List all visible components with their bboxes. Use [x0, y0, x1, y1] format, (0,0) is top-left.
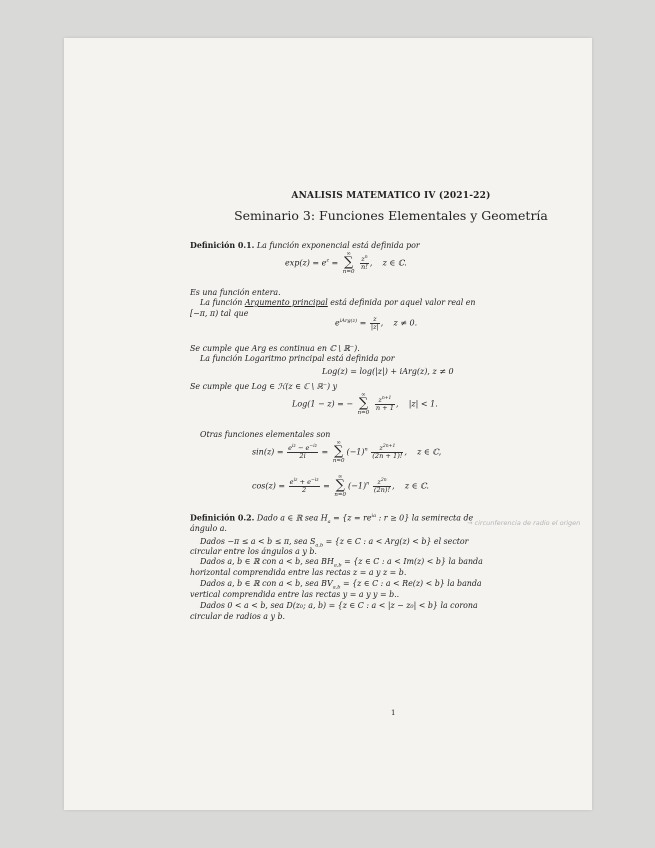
def2-label: Definición 0.2. — [190, 513, 255, 523]
vertical-band-definition: Dados a, b ∈ ℝ con a < b, sea $BV_{a,b} = \{z$ ∈ C : a < Re(z) < b} la banda — [200, 579, 482, 591]
vertical-band-description: vertical comprendida entre las rectas y = a y y = b.. — [190, 590, 400, 599]
argumento-principal-link: Argumento principal — [244, 298, 328, 307]
ring-definition: Dados 0 < a < b, sea D(z₀; a, b) = {z ∈ C : a < |z − z₀| < b} la corona — [200, 601, 478, 610]
equation-log-series: Log(1 − z) = − ∞ ∑ n=0 $\frac{z^{n+1}}{n + 1}$ , |z| < 1. — [292, 392, 438, 416]
arg-definition: La función Argumento principal está definida por aquel valor real en — [200, 298, 476, 307]
page-number: 1 — [391, 709, 396, 717]
ring-description: circular de radios a y b. — [190, 612, 286, 621]
log-intro: La función Logaritmo principal está definida por — [200, 354, 395, 363]
seminar-title: Seminario 3: Funciones Elementales y Geometría — [234, 208, 548, 223]
def2-intro: Definición 0.2. Dado a ∈ ℝ sea $H_a = \{z = re^{ia}$ : r ≥ 0} la semirecta de — [190, 513, 474, 526]
equation-cos: cos(z) = $\frac{e^{iz} + e^{-iz}}{2}$ = ∞ ∑ n=0 $(-1)^n$ $\frac{z^{2n}}{(2n)!}$ , z ∈ ℂ. — [252, 474, 429, 498]
other-functions-intro: Otras funciones elementales son — [200, 430, 331, 439]
equation-arg: $e^{iArg(z)}$ = $\frac{z}{|z|}$ , z ≠ 0. — [335, 315, 418, 331]
paper-sheet — [64, 38, 592, 810]
horizontal-band-definition: Dados a, b ∈ ℝ con a < b, sea $BH_{a,b} = \{z$ ∈ C : a < Im(z) < b} la banda — [200, 557, 483, 569]
arg-continuity: Se cumple que Arg es continua en ℂ \ ℝ⁻). — [190, 344, 360, 353]
equation-log: Log(z) = log(|z|) + iArg(z), z ≠ 0 — [322, 367, 454, 376]
equation-sin: sin(z) = $\frac{e^{iz} - e^{-iz}}{2i}$ = ∞ ∑ n=0 $(-1)^n$ $\frac{z^{2n+1}}{(2n + 1)!}$ , z ∈ ℂ, — [252, 440, 442, 464]
equation-exp: $\exp(z) = e^z$ = ∞ ∑ n=0 $\frac{z^n}{n!}$ , z ∈ ℂ. — [285, 251, 407, 275]
entire-note: Es una función entera. — [190, 288, 281, 297]
horizontal-band-description: horizontal comprendida entre las rectas z = a y z = b. — [190, 568, 407, 577]
sector-description: circular entre los ángulos a y b. — [190, 547, 317, 556]
course-title: ANALISIS MATEMATICO IV (2021-22) — [291, 191, 491, 201]
log-holomorphic: Se cumple que Log ∈ ℋ(z ∈ ℂ \ ℝ⁻) y — [190, 382, 338, 391]
arg-interval: [−π, π) tal que — [190, 309, 249, 318]
def2-angle: ángulo a. — [190, 524, 227, 533]
def1-label: Definición 0.1. — [190, 241, 255, 250]
def1-intro: Definición 0.1. La función exponencial está definida por — [190, 241, 420, 250]
handwritten-note: → circunferencia de radio el origen — [467, 519, 581, 527]
sector-definition: Dados −π ≤ a < b ≤ π, sea $S_{a,b} = \{z$ ∈ C : a < Arg(z) < b} el sector — [200, 537, 469, 549]
